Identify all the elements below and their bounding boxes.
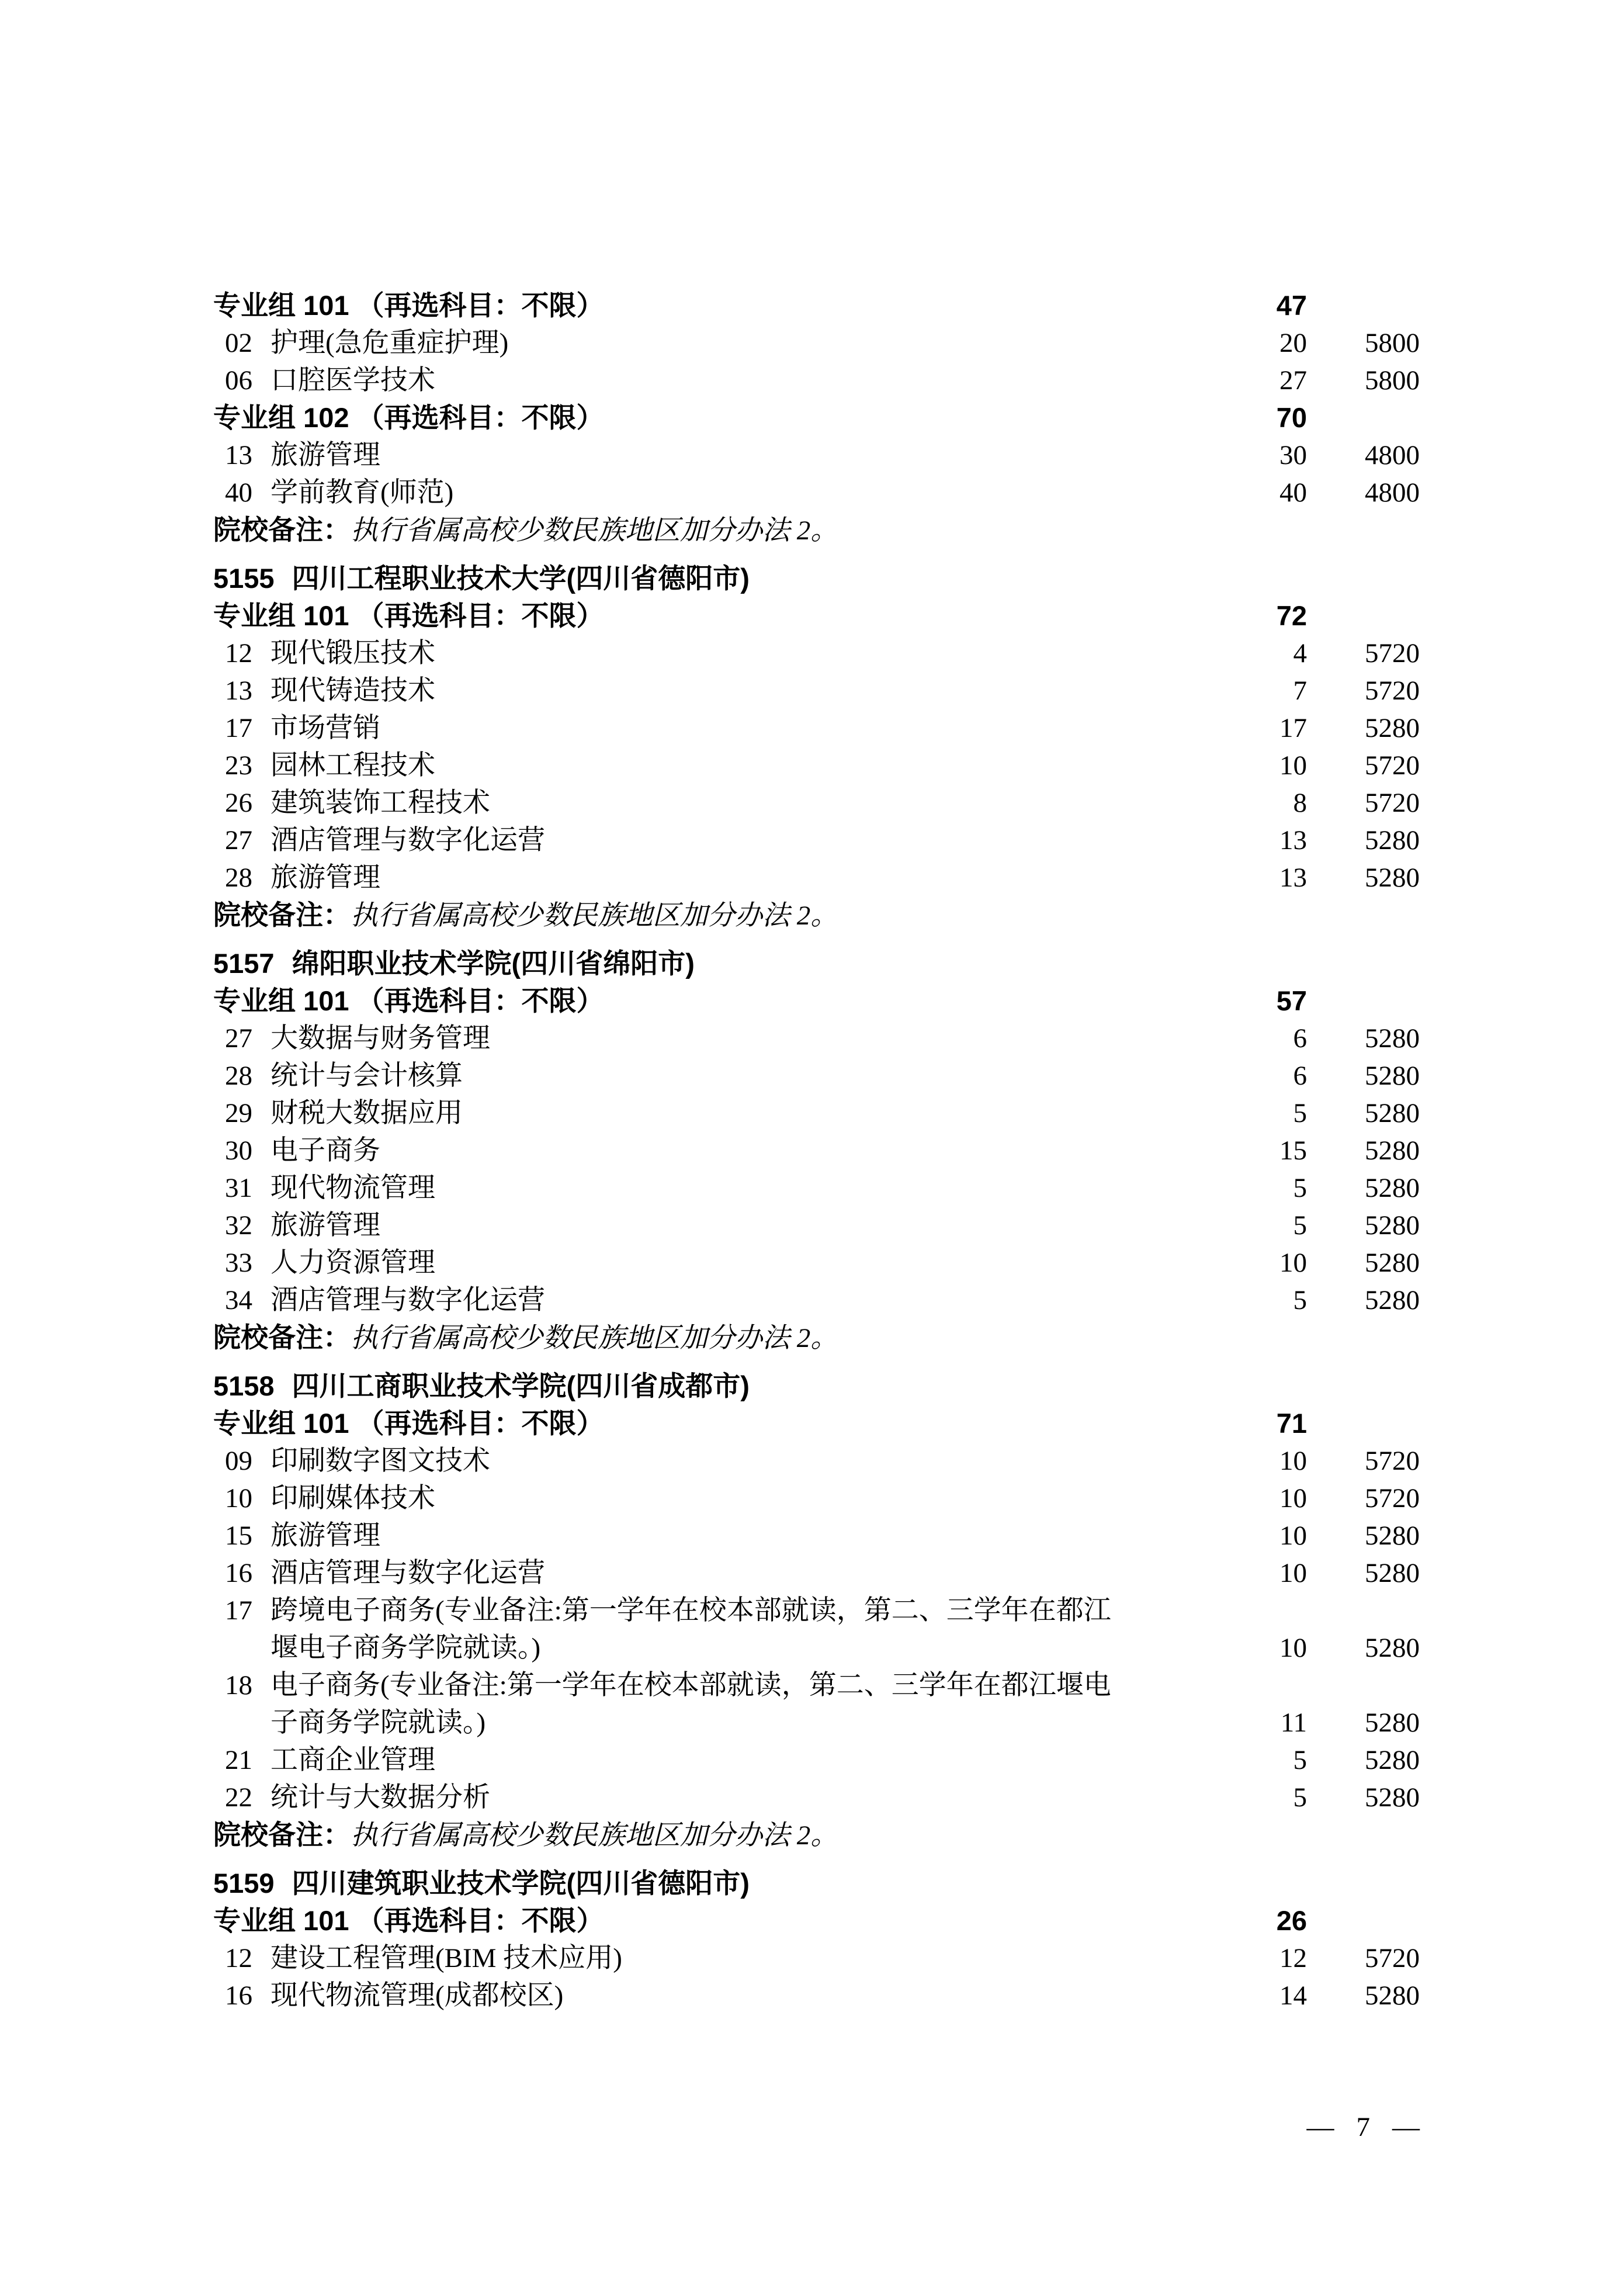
major-code: 27: [225, 1023, 252, 1054]
major-group-label: 专业组 101 （再选科目：不限）: [213, 1408, 604, 1439]
major-code: 33: [225, 1248, 252, 1278]
major-code: 09: [225, 1446, 252, 1476]
remark-row: [0, 511, 1623, 549]
major-code: 16: [225, 1558, 252, 1588]
tuition-fee: 5800: [1365, 365, 1420, 396]
major-name: 酒店管理与数字化运营: [270, 1558, 545, 1588]
school-name: 四川工商职业技术学院(四川省成都市): [292, 1370, 750, 1401]
plan-count: 10: [1279, 1446, 1307, 1476]
major-name: 现代物流管理(成都校区): [270, 1980, 564, 2011]
major-name: 统计与大数据分析: [270, 1782, 490, 1813]
major-row: [0, 859, 1623, 896]
major-code: 17: [225, 713, 252, 743]
major-row: [0, 362, 1623, 399]
plan-count: 20: [1279, 328, 1307, 358]
major-code: 28: [225, 863, 252, 893]
major-code: 13: [225, 676, 252, 706]
major-row: [0, 1207, 1623, 1244]
major-name: 园林工程技术: [270, 750, 435, 781]
major-code: 34: [225, 1285, 252, 1315]
major-name: 电子商务: [270, 1135, 380, 1166]
group-plan-count: 71: [1276, 1408, 1307, 1439]
major-group-label: 专业组 102 （再选科目：不限）: [213, 402, 604, 433]
major-name: 财税大数据应用: [270, 1098, 463, 1128]
plan-count: 10: [1279, 1483, 1307, 1514]
plan-count: 5: [1293, 1173, 1307, 1203]
major-code: 32: [225, 1210, 252, 1241]
plan-count: 6: [1293, 1023, 1307, 1054]
tuition-fee: 5280: [1365, 1521, 1420, 1551]
major-code: 40: [225, 477, 252, 508]
tuition-fee: 5280: [1365, 1285, 1420, 1315]
major-row: [0, 1592, 1623, 1667]
major-code: 15: [225, 1521, 252, 1551]
major-code: 06: [225, 365, 252, 396]
major-row: [0, 1667, 1623, 1741]
school-remark-label: 院校备注：: [213, 1819, 351, 1850]
major-name: 旅游管理: [270, 863, 380, 893]
school-remark-label: 院校备注：: [213, 514, 351, 545]
major-name: 学前教育(师范): [270, 477, 454, 508]
tuition-fee: 5720: [1365, 1446, 1420, 1476]
plan-count: 7: [1293, 676, 1307, 706]
tuition-fee: 5280: [1365, 863, 1420, 893]
major-code: 10: [225, 1483, 252, 1514]
footer-dash-left: —: [1306, 2112, 1334, 2142]
plan-count: 27: [1279, 365, 1307, 396]
tuition-fee: 5280: [1365, 1248, 1420, 1278]
school-remark-text: 执行省属高校少数民族地区加分办法 2。: [351, 901, 838, 931]
major-group-label: 专业组 101 （再选科目：不限）: [213, 985, 604, 1016]
plan-count: 6: [1293, 1061, 1307, 1091]
tuition-fee: 5280: [1365, 1633, 1420, 1663]
major-row: [0, 1741, 1623, 1779]
plan-count: 11: [1280, 1708, 1307, 1738]
tuition-fee: 5720: [1365, 638, 1420, 669]
plan-count: 5: [1293, 1782, 1307, 1813]
remark-row: [0, 1816, 1623, 1854]
tuition-fee: 5720: [1365, 750, 1420, 781]
tuition-fee: 5280: [1365, 1210, 1420, 1241]
group-row: [0, 597, 1623, 635]
school-remark-text: 执行省属高校少数民族地区加分办法 2。: [351, 515, 838, 546]
school-remark-label: 院校备注：: [213, 899, 351, 930]
major-name: 旅游管理: [270, 440, 380, 470]
remark-row: [0, 1319, 1623, 1357]
major-code: 30: [225, 1135, 252, 1166]
school-remark-text: 执行省属高校少数民族地区加分办法 2。: [351, 1323, 838, 1353]
major-row: [0, 1554, 1623, 1592]
major-code: 23: [225, 750, 252, 781]
plan-count: 5: [1293, 1210, 1307, 1241]
tuition-fee: 5280: [1365, 1745, 1420, 1775]
major-row: [0, 1480, 1623, 1517]
group-plan-count: 47: [1276, 290, 1307, 321]
group-plan-count: 26: [1276, 1905, 1307, 1936]
major-row: [0, 1517, 1623, 1554]
major-name: 印刷数字图文技术: [270, 1446, 490, 1476]
admissions-list: [0, 287, 1623, 2014]
group-plan-count: 57: [1276, 985, 1307, 1016]
major-name: 跨境电子商务(专业备注:第一学年在校本部就读，第二、三学年在都江堰电子商务学院就读。): [270, 1595, 1111, 1663]
school-row: [0, 560, 1623, 597]
school-name: 绵阳职业技术学院(四川省绵阳市): [292, 948, 695, 979]
plan-count: 13: [1279, 825, 1307, 856]
plan-count: 30: [1279, 440, 1307, 470]
major-name: 口腔医学技术: [270, 365, 435, 396]
major-name: 印刷媒体技术: [270, 1483, 435, 1514]
remark-row: [0, 896, 1623, 934]
tuition-fee: 5280: [1365, 1708, 1420, 1738]
major-code: 02: [225, 328, 252, 358]
group-plan-count: 70: [1276, 402, 1307, 433]
school-row: [0, 1367, 1623, 1405]
major-row: [0, 635, 1623, 672]
major-row: [0, 784, 1623, 822]
plan-count: 5: [1293, 1745, 1307, 1775]
major-name: 人力资源管理: [270, 1248, 435, 1278]
tuition-fee: 5280: [1365, 1980, 1420, 2011]
plan-count: 5: [1293, 1285, 1307, 1315]
major-row: [0, 1095, 1623, 1132]
major-row: [0, 1282, 1623, 1319]
tuition-fee: 5280: [1365, 1098, 1420, 1128]
tuition-fee: 5280: [1365, 713, 1420, 743]
major-name: 电子商务(专业备注:第一学年在校本部就读，第二、三学年在都江堰电子商务学院就读。): [270, 1670, 1111, 1738]
tuition-fee: 5280: [1365, 1558, 1420, 1588]
major-code: 31: [225, 1173, 252, 1203]
major-row: [0, 822, 1623, 859]
major-code: 17: [225, 1595, 252, 1626]
plan-count: 10: [1279, 1521, 1307, 1551]
major-row: [0, 747, 1623, 784]
major-code: 13: [225, 440, 252, 470]
major-name: 建设工程管理(BIM 技术应用): [270, 1943, 622, 1973]
tuition-fee: 5280: [1365, 1023, 1420, 1054]
page-footer: [1307, 2108, 1420, 2146]
school-remark-label: 院校备注：: [213, 1322, 351, 1353]
major-row: [0, 1779, 1623, 1816]
major-name: 酒店管理与数字化运营: [270, 825, 545, 856]
major-name: 统计与会计核算: [270, 1061, 463, 1091]
plan-count: 15: [1279, 1135, 1307, 1166]
school-remark-text: 执行省属高校少数民族地区加分办法 2。: [351, 1820, 838, 1851]
major-row: [0, 474, 1623, 511]
plan-count: 10: [1279, 750, 1307, 781]
major-code: 26: [225, 788, 252, 818]
major-code: 21: [225, 1745, 252, 1775]
school-code: 5158: [213, 1370, 275, 1401]
major-row: [0, 709, 1623, 747]
plan-count: 4: [1293, 638, 1307, 669]
tuition-fee: 5280: [1365, 1173, 1420, 1203]
plan-count: 17: [1279, 713, 1307, 743]
major-row: [0, 1169, 1623, 1207]
tuition-fee: 5280: [1365, 825, 1420, 856]
major-name: 建筑装饰工程技术: [270, 788, 490, 818]
tuition-fee: 4800: [1365, 440, 1420, 470]
major-code: 29: [225, 1098, 252, 1128]
major-row: [0, 1057, 1623, 1095]
major-row: [0, 1132, 1623, 1169]
tuition-fee: 4800: [1365, 477, 1420, 508]
major-row: [0, 1940, 1623, 1977]
major-row: [0, 324, 1623, 362]
major-name: 市场营销: [270, 713, 380, 743]
major-name: 酒店管理与数字化运营: [270, 1285, 545, 1315]
major-code: 22: [225, 1782, 252, 1813]
major-name: 大数据与财务管理: [270, 1023, 490, 1054]
plan-count: 8: [1293, 788, 1307, 818]
group-row: [0, 287, 1623, 324]
major-row: [0, 437, 1623, 474]
major-code: 16: [225, 1980, 252, 2011]
tuition-fee: 5720: [1365, 676, 1420, 706]
major-group-label: 专业组 101 （再选科目：不限）: [213, 600, 604, 631]
major-row: [0, 1020, 1623, 1057]
major-code: 12: [225, 638, 252, 669]
page-number: 7: [1356, 2112, 1370, 2142]
group-row: [0, 399, 1623, 437]
major-group-label: 专业组 101 （再选科目：不限）: [213, 290, 604, 321]
footer-dash-right: —: [1392, 2112, 1420, 2142]
major-code: 28: [225, 1061, 252, 1091]
group-plan-count: 72: [1276, 600, 1307, 631]
plan-count: 40: [1279, 477, 1307, 508]
tuition-fee: 5720: [1365, 1943, 1420, 1973]
school-code: 5155: [213, 563, 275, 594]
major-name: 旅游管理: [270, 1210, 380, 1241]
major-name: 现代锻压技术: [270, 638, 435, 669]
major-row: [0, 1442, 1623, 1480]
tuition-fee: 5280: [1365, 1782, 1420, 1813]
tuition-fee: 5720: [1365, 788, 1420, 818]
group-row: [0, 1902, 1623, 1940]
major-name: 旅游管理: [270, 1521, 380, 1551]
major-name: 工商企业管理: [270, 1745, 435, 1775]
major-name: 护理(急危重症护理): [270, 328, 509, 358]
school-name: 四川工程职业技术大学(四川省德阳市): [292, 563, 750, 594]
major-code: 27: [225, 825, 252, 856]
plan-count: 5: [1293, 1098, 1307, 1128]
major-row: [0, 1244, 1623, 1282]
school-code: 5157: [213, 948, 275, 979]
tuition-fee: 5720: [1365, 1483, 1420, 1514]
plan-count: 10: [1279, 1558, 1307, 1588]
major-name: 现代铸造技术: [270, 676, 435, 706]
major-group-label: 专业组 101 （再选科目：不限）: [213, 1905, 604, 1936]
school-code: 5159: [213, 1868, 275, 1899]
plan-count: 12: [1279, 1943, 1307, 1973]
major-row: [0, 1977, 1623, 2014]
school-row: [0, 945, 1623, 982]
group-row: [0, 1405, 1623, 1442]
major-row: [0, 672, 1623, 709]
plan-count: 10: [1279, 1633, 1307, 1663]
major-name: 现代物流管理: [270, 1173, 435, 1203]
tuition-fee: 5800: [1365, 328, 1420, 358]
school-name: 四川建筑职业技术学院(四川省德阳市): [292, 1868, 750, 1899]
plan-count: 14: [1279, 1980, 1307, 2011]
school-row: [0, 1865, 1623, 1902]
group-row: [0, 982, 1623, 1020]
major-code: 18: [225, 1670, 252, 1701]
plan-count: 13: [1279, 863, 1307, 893]
tuition-fee: 5280: [1365, 1135, 1420, 1166]
major-code: 12: [225, 1943, 252, 1973]
tuition-fee: 5280: [1365, 1061, 1420, 1091]
plan-count: 10: [1279, 1248, 1307, 1278]
